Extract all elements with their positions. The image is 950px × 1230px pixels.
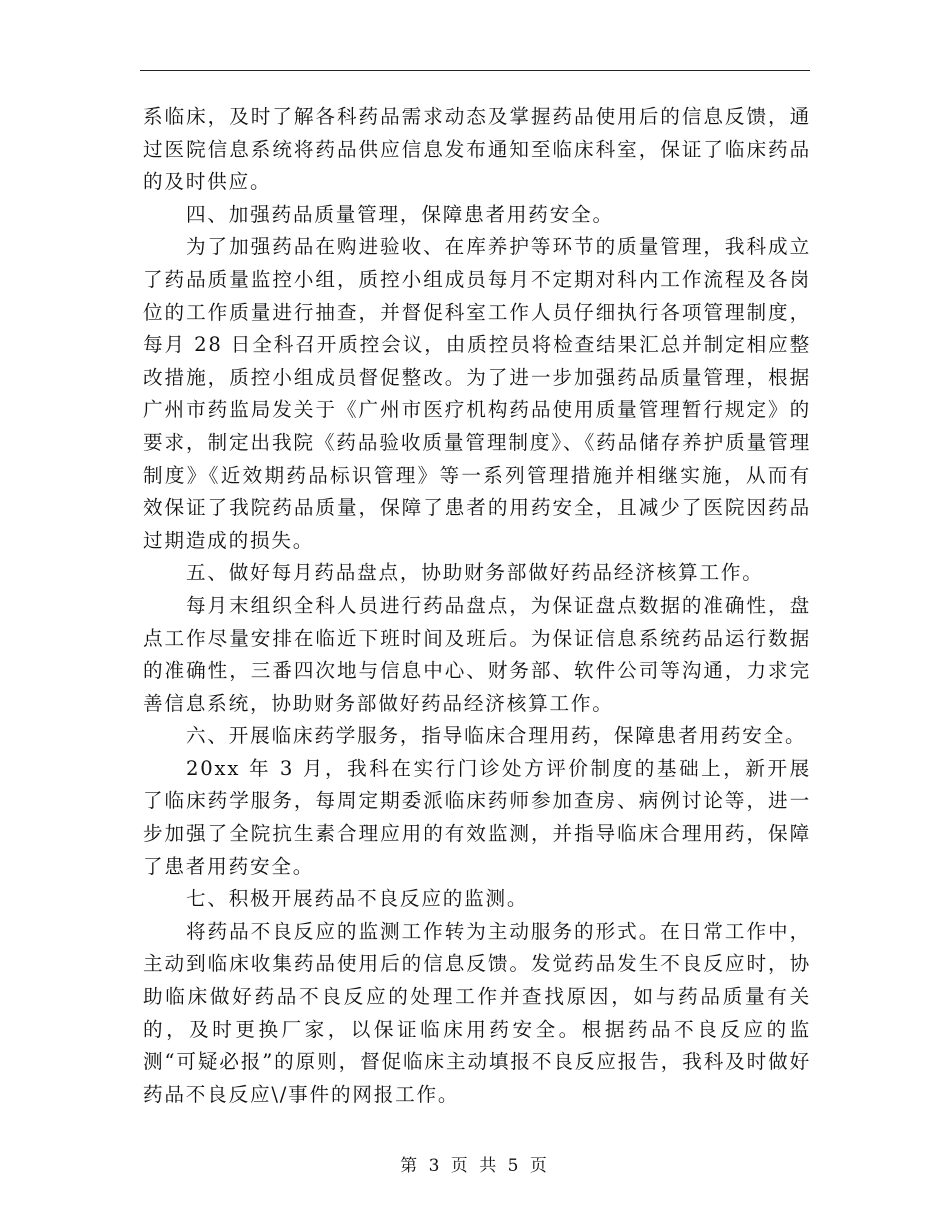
- section-heading-6: 六、开展临床药学服务，指导临床合理用药，保障患者用药安全。: [186, 724, 807, 748]
- section-heading-4: 四、加强药品质量管理，保障患者用药安全。: [186, 202, 614, 226]
- section-heading-7: 七、积极开展药品不良反应的监测。: [186, 887, 529, 911]
- paragraph-adverse-reaction: 将药品不良反应的监测工作转为主动服务的形式。在日常工作中，主动到临床收集药品使用后的信息反馈。发觉药品发生不良反应时，协助临床做好药品不良反应的处理工作并查找原因，如与药品质量有关的，及时更换厂家，以保证临床用药安全。根据药品不良反应的监测“可疑必报”的原则，督促临床主动填报不良反应报告，我科及时做好药品不良反应\/事件的网报工作。: [143, 919, 811, 1106]
- paragraph-quality-management: 为了加强药品在购进验收、在库养护等环节的质量管理，我科成立了药品质量监控小组，质控小组成员每月不定期对科内工作流程及各岗位的工作质量进行抽查，并督促科室工作人员仔细执行各项管理制度，每月 28 日全科召开质控会议，由质控员将检查结果汇总并制定相应整改措施，质控小组成员督促整改。为了进一步加强药品质量管理，根据广州市药监局发关于《广州市医疗机构药品使用质量管理暂行规定》的要求，制定出我院《药品验收质量管理制度》、《药品储存养护质量管理制度》《近效期药品标识管理》等一系列管理措施并相继实施，从而有效保证了我院药品质量，保障了患者的用药安全，且减少了医院因药品过期造成的损失。: [143, 235, 811, 552]
- document-body: [143, 101, 811, 1111]
- header-rule: [140, 70, 810, 71]
- paragraph-inventory: 每月末组织全科人员进行药品盘点，为保证盘点数据的准确性，盘点工作尽量安排在临近下班时间及班后。为保证信息系统药品运行数据的准确性，三番四次地与信息中心、财务部、软件公司等沟通，力求完善信息系统，协助财务部做好药品经济核算工作。: [143, 593, 811, 715]
- paragraph-clinical-pharmacy: 20xx 年 3 月，我科在实行门诊处方评价制度的基础上，新开展了临床药学服务，每周定期委派临床药师参加查房、病例讨论等，进一步加强了全院抗生素合理应用的有效监测，并指导临床合理用药，保障了患者用药安全。: [143, 756, 811, 878]
- section-heading-5: 五、做好每月药品盘点，协助财务部做好药品经济核算工作。: [186, 561, 764, 585]
- paragraph-continuation: 系临床，及时了解各科药品需求动态及掌握药品使用后的信息反馈，通过医院信息系统将药品供应信息发布通知至临床科室，保证了临床药品的及时供应。: [143, 105, 811, 194]
- page-number-footer: 第 3 页 共 5 页: [400, 1156, 550, 1176]
